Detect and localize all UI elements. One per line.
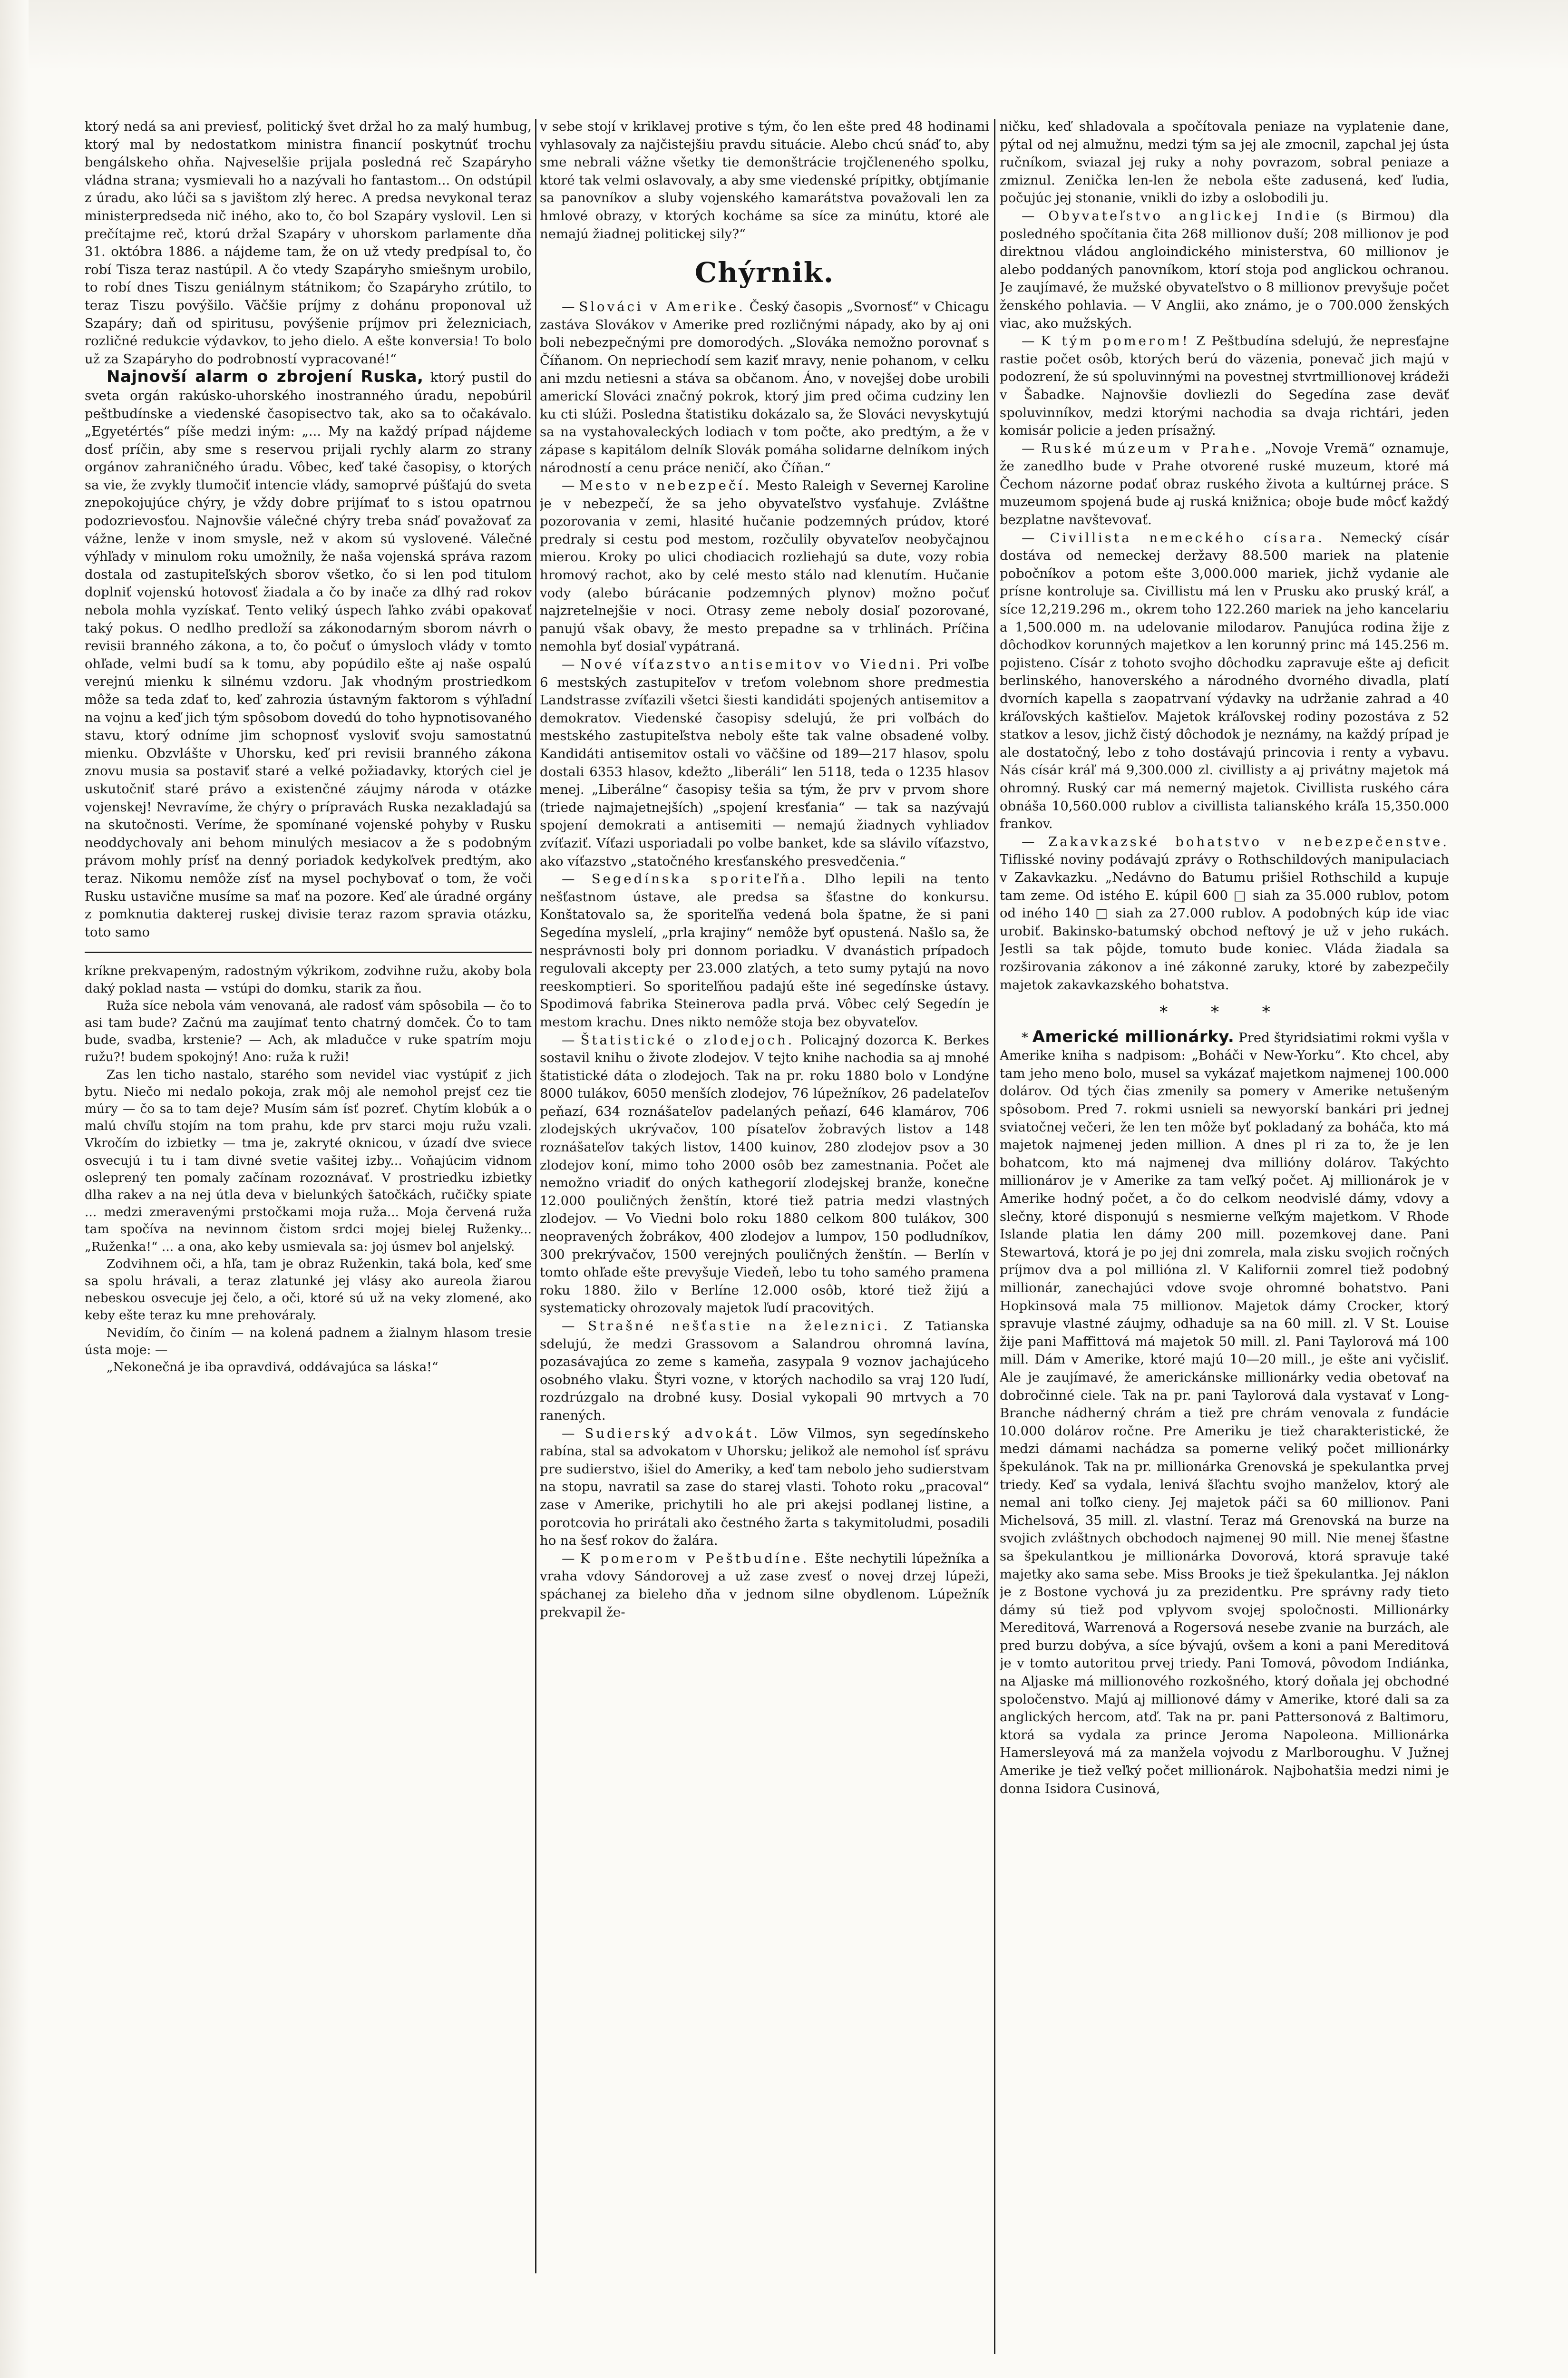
news-item-heading: Zakavkazské bohatstvo v nebezpečenstve. <box>1048 834 1449 849</box>
news-item: — Obyvateľstvo anglickej Indie (s Birmou) dla posledného spočítania čita 268 millionov duší; 208 millionov je pod direktnou vládou angloindického ministerstva, 60 millionov je alebo poddaných panovníkom, ktorí stoja pod anglickou ochranou. Je zaujímavé, že mužské obyvateľstvo o 8 millionov prevyšuje počet ženského pohlavia. — V Anglii, ako známo, je o 700.000 ženských viac, ako mužských. <box>1000 208 1449 331</box>
news-item: — Nové víťazstvo antisemitov vo Viedni. Pri voľbe 6 mestských zastupiteľov v treťom volebnom shore predmestia Landstrasse zvíťazili všetci šiesti kandidáti spojených antisemitov a demokratov. Viedenské časopisy sdelujú, že pri voľbách do mestského zastupiteľstva neboly ešte tak valne obsadené volby. Kandidáti antisemitov ostali vo väčšine od 189—217 hlasov, spolu dostali 6353 hlasov, kdežto „liberáli“ len 5118, teda o 1235 hlasov menej. „Liberálne“ časopisy tešia sa tým, že prv v prvom shore (triede najmajetnejších) „spojení kresťania“ — tak sa nazývajú spojení demokrati a antisemiti — nemajú žiadnych vyhliadov zvíťaziť. Víťazi usporiadali po volbe banket, kde sa slávilo víťazstvo, ako víťazstvo „statočného kresťanského presvedčenia.“ <box>540 657 989 869</box>
news-item-heading: Mesto v nebezpečí. <box>579 478 751 494</box>
column-middle <box>540 118 989 2299</box>
news-item-body: Policajný dozorca K. Berkes sostavil knihu o živote zlodejov. V tejto knihe nachodia sa aj mnohé štatistické dáta o zlodejoch. Tak na pr. roku 1880 bolo v Londýne 8000 tulákov, 6050 menších zlodejov, 76 lúpežníkov, 26 padelateľov peňazí, 634 roznášateľov padelaných peňazí, 646 klamárov, 706 zlodejských ukrývačov, 100 písateľov žobravých listov a 148 roznášateľov takých listov, 1400 kuinov, 280 zlodejov psov a 30 zlodejov koní, mimo toho 2000 osôb bez zamestnania. Počet ale nemožno vriadiť do oných kathegorií zlodejskej branže, konečne 12.000 pouličných ženštín, ktoré tiež patria medzi vlastných zlodejov. — Vo Viedni bolo roku 1880 celkom 800 tulákov, 300 neopravených žobrákov, 400 zlodejov a lumpov, 150 podludníkov, 300 prekrývačov, 1500 verejných pouličných ženštín. — Berlín v tomto ohľade ešte prevyšuje Viedeň, lebo tu toho samého pramena roku 1880. žilo v Berlíne 12.000 osôb, ktoré tiež žijú a systematicky ohrozovaly majetok ľudí pracovitých. <box>540 1032 989 1316</box>
feuilleton-paragraph: Zodvihnem oči, a hľa, tam je obraz Ruženkin, taká bola, keď sme sa spolu hrávali, a teraz zlatunké jej vlásy ako aureola žiarou nebeskou osvecuje jej čelo, a oči, ktoré sú už na veky zlomené, ako keby ešte teraz ku mne prehováraly. <box>85 1256 532 1323</box>
news-item-body: Z Tatianska sdelujú, že medzi Grassovom a Salandrou ohromná lavína, pozasávajúca zo zeme s kameňa, zasypala 9 voznov jachajúceho osobného vlaku. Štyri vozne, v ktorých nachodilo sa vraj 120 ľudí, rozdrúzgalo na drobné kusy. Dosial vykopali 90 mrtvych a 70 ranených. <box>540 1318 989 1423</box>
news-item-body: Löw Vilmos, syn segedínskeho rabína, stal sa advokatom v Uhorsku; jelikož ale nemohol ísť správu pre sudierstvo, išiel do Ameriky, a keď tam nebolo jeho sudierstvam na stopu, navratil sa zase do starej vlasti. Tohoto roku „pracoval“ zase v Amerike, prichytili ho ale pri akejsi podlanej listine, a porotcovia ho prirátali ako čestného žarta s takymitoludmi, posadili ho na šesť rokov do žalára. <box>540 1425 989 1549</box>
news-item-body: Pri voľbe 6 mestských zastupiteľov v treťom volebnom shore predmestia Landstrasse zvíťazili všetci šiesti kandidáti spojených antisemitov a demokratov. Viedenské časopisy sdelujú, že pri voľbách do mestského zastupiteľstva neboly ešte tak valne obsadené volby. Kandidáti antisemitov ostali vo väčšine od 189—217 hlasov, spolu dostali 6353 hlasov, kdežto „liberáli“ len 5118, teda o 1235 hlasov menej. „Liberálne“ časopisy tešia sa tým, že prv v prvom shore (triede najmajetnejších) „spojení kresťania“ — tak sa nazývajú spojení demokrati a antisemiti — nemajú žiadnych vyhliadov zvíťaziť. Víťazi usporiadali po volbe banket, kde sa slávilo víťazstvo, ako víťazstvo „statočného kresťanského presvedčenia.“ <box>540 657 989 869</box>
news-item: — Segedínska sporiteľňa. Dlho lepili na tento nešťastnom ústave, ale predsa sa šťastne do konkursu. Konštatovalo sa, že sporiteľňa vedená bola špatne, že si pani Segedína myslelí, „prla krajiny“ nemôže byť opustená. Našlo sa, že nesprávnosti boly pri donnom poriadku. V dvanástich prípadoch regulovali akcepty per 23.000 zlatých, a teto sumy pytajú na novo reeskomptieri. So sporiteľňou padajú ešte iné segedínske ústavy. Spodimová fabrika Steinerova padla prvá. Vôbec celý Segedín je mestom krachu. Dnes nikto nemôže stoja bez obyvateľov. <box>540 871 989 1030</box>
news-item-heading: K tým pomerom! <box>1041 333 1190 349</box>
news-item-body: Dlho lepili na tento nešťastnom ústave, ale predsa sa šťastne do konkursu. Konštatovalo sa, že sporiteľňa vedená bola špatne, že si pani Segedína myslelí, „prla krajiny“ nemôže byť opustená. Našlo sa, že nesprávnosti boly pri donnom poriadku. V dvanástich prípadoch regulovali akcepty per 23.000 zlatých, a teto sumy pytajú na novo reeskomptieri. So sporiteľňou padajú ešte iné segedínske ústavy. Spodimová fabrika Steinerova padla prvá. Vôbec celý Segedín je mestom krachu. Dnes nikto nemôže stoja bez obyvateľov. <box>540 871 989 1030</box>
news-item-body: Pred štyridsiatimi rokmi vyšla v Amerike kniha s nadpisom: „Boháči v New-Yorku“. Kto chcel, aby tam jeho meno bolo, musel sa vykázať majetkom najmenej 100.000 dolárov. Od tých čias zmenily sa pomery v Amerike netušeným spôsobom. Pred 7. rokmi usnieli sa newyorskí bankári pri jednej sviatočnej večeri, že len ten môže byť pokladaný za boháča, kto má majetok najmenej jeden million. A dnes pl ri za to, že je len bohatcom, kto má najmenej dva millióny dolárov. Takýchto millionárov je v Amerike za tam veľký počet. Aj millionárok je v Amerike hodný počet, a čo do celkom neodvislé dámy, vdovy a slečny, ktoré disponujú s nesmierne veľkým majetkom. V Rhode Islande platia len dámy 200 mill. pozemkovej dane. Pani Stewartová, ktorá je po jej dni zomrela, mala zisku svojich ročných príjmov dva a pol millióna zl. V Kalifornii zomrel tiež podobný millionár, zanechajúci vdove svoje ohromné bohatstvo. Pani Hopkinsová mala 75 millionov. Majetok dámy Crocker, ktorý spravuje vlastné záujmy, odhaduje sa na 60 mill. zl. V St. Louise žije pani Maffittová má majetok 50 mill. zl. Pani Taylorová má 100 mill. Dám v Amerike, ktoré majú 10—20 mill., je ešte ani vyčisliť. Ale je zaujímavé, že americkánske millionárky vedia obetovať na dobročinné ciele. Tak na pr. pani Taylorová dala vystavať v Long-Branche nádherný chrám a tiež pre chrám venovala z fundácie 10.000 dolárov ročne. Pre Ameriku je tiež charakteristické, že medzi dámami nachádza sa pomerne veliký počet millionárky špekulánok. Tak na pr. millionárka Grenovská je spekulantka prvej triedy. Keď sa vydala, lenivá šľachtu svojho manželov, ktorý ale nemal ani toľko cieny. Jej majetok páči sa 60 millionov. Pani Michelsová, 35 mill. zl. vlastní. Teraz má Grenovská na burze na svojich zvláštnych obchodoch najmenej 90 mill. Nie menej šťastne sa špekulantkou je millionárka Dovorová, ktorá spravuje také majetky ako sama sebe. Miss Brooks je tiež špekulantka. Jej náklon je z Bostone vychová ju za prezidentku. Pre správny rady tieto dámy sú tiež pod vplyvom svojej spoločnosti. Millionárky Mereditová, Warrenová a Rogersová nesebe zvanie na burzách, ale pred burzu dobýva, a síce bývajú, ovšem a koni a pani Mereditová je v tomto autoritou prvej triedy. Pani Tomová, pôvodom Indiánka, na Aljaske má millionového rozkošného, ktorý doňala jej obchodné spoločenstvo. Majú aj millionové dámy v Amerike, ktoré dali sa za anglických hercom, atď. Tak na pr. pani Pattersonová z Baltimoru, ktorá sa vydala za prince Jeroma Napoleona. Millionárka Hamersleyová má za manžela vojvodu z Marlboroughu. V Južnej Amerike je tiež veľký počet millionárok. Najbohatšia medzi nimi je donna Isidora Cusinová, <box>1000 1030 1449 1796</box>
feuilleton-paragraph: kríkne prekvapeným, radostným výkrikom, zodvihne ružu, akoby bola daký poklad nasta — vstúpi do domku, starik za ňou. <box>85 964 532 996</box>
news-item-heading: Civillista nemeckého císara. <box>1050 530 1325 546</box>
page-top-edge <box>0 0 1568 71</box>
news-item-heading: Sudierský advokát. <box>584 1425 760 1441</box>
news-item-heading: Slováci v Amerike. <box>579 299 745 315</box>
column-left <box>85 118 532 2315</box>
news-item-heading: Nové víťazstvo antisemitov vo Viedni. <box>580 657 923 672</box>
article-russia-alarm-body: ktorý pustil do sveta orgán rakúsko-uhorského inostranného úradu, nepobúril peštbudínske a viedenské časopisectvo tak, ako sa to očakávalo. „Egyetértés“ píše medzi iným: „... My na každý prípad nájdeme dosť príčin, aby sme s reservou prijali rychly alarm zo strany orgánov zahraničného úradu. Vôbec, keď také časopisy, o ktorých sa vie, že zvykly tlumočiť intencie vlády, samoprvé púšťajú do sveta znepokojujúce chýry, je vždy dobre prijímať to s istou opatrnou podozrievosťou. Najnovšie válečné chýry treba snáď považovať za vážne, lenže v inom smysle, než v akom sú vyslovené. Válečné výhľady v minulom roku umožnily, že naša vojenská správa razom dostala od zastupiteľských sborov všetko, čo si len pod titulom doplniť vojenskú hotovosť žiadala a čo by inače za dlhý rad rokov nebola mohla vyzískať. Tento veliký úspech ľahko zvábi opakovať taký pokus. O nedlho predloží sa zákonodarným sborom návrh o revisii branného zákona, a to, čo počuť o úmysloch vlády v tomto ohľade, velmi budí sa k tomu, aby popúdilo ešte aj naše ospalú verejnú mienku k silnému vzdoru. Jak vhodným prostriedkom môže sa teda zdať to, keď zahrozia ústavným faktorom s výhľadní na vojnu a keď jich tým spôsobom dovedú do toho hypnotisovaného stavu, ktorý odníme jim schopnosť vysloviť svoju samostatnú mienku. Obzvlášte v Uhorsku, keď pri revisii branného zákona znovu musia sa postaviť staré a velké požiadavky, ktorých ciel je uskutočniť staré právo a existenčné záujmy národa v otázke vojenskej! Nevravíme, že chýry o prípravách Ruska nezakladajú sa na skutočnosti. Veríme, že spomínané vojenské pohyby v Rusku neoddychovaly ani behom minulých mesiacov a že s podobným právom mohly prísť na denný poriadok kedykoľvek predtým, ako teraz. Nikomu nemôže zísť na mysel pochybovať o tom, že voči Rusku ustavične musíme sa mať na pozore. Keď ale úradné orgány z pomknutia dakterej ruskej divisie teraz razom spravia otázku, toto samo <box>85 370 532 940</box>
section-stars-divider: * * * <box>1159 1003 1289 1022</box>
news-item: — Civillista nemeckého císara. Nemecký císár dostáva od nemeckej deržavy 88.500 mariek na platenie pobočníkov a potom ešte 3,000.000 mariek, jichž vydanie ale prísne kontroluje sa. Civillistu má len v Prusku ako pruský kráľ, a síce 12,219.296 m., okrem toho 122.260 mariek na jeho kancelariu a 1,500.000 m. na udelovanie milodarov. Panujúca rodina žije z dôchodkov korunných majetkov a len korunný princ má 145.256 m. pojisteno. Císár z tohoto svojho dôchodku zapravuje ešte aj deficit berlinského, hanoverského a národného dvorného divadla, platí dvorních kapella s zaopatrvaní výdavky na udržanie zahrad a 40 kráľovských kaštieľov. Majetok kráľovskej rodiny pozostáva z 52 statkov a lesov, jichž čistý dôchodok je neznámy, na každý prípad je ale dostatočný, lebo z toho dostávajú princovia i renty a vybavu. Nás císár kráľ má 9,300.000 zl. civillisty a aj privátny majetok má ohromný. Ruský car má nemerný majetok. Civillista ruského cára obnáša 10,560.000 rublov a civillista talianského kráľa 15,350.000 frankov. <box>1000 530 1449 832</box>
article-continuation: ktorý nedá sa ani previesť, politický švet držal ho za malý humbug, ktorý mal by nedostatkom ministra financií poskytnúť trochu bengálskeho ohňa. Najveselšie prijala posledná reč Szapáryho vládna strana; vysmievali ho a nazývali ho fantastom... On odstúpil z úradu, ako lúči sa s javištom zlý herec. A predsa nevykonal teraz ministerpredseda nič iného, ako to, čo bol Szapáry vyslovil. Len si prečítajme reč, ktorú držal Szapáry v uhorskom parlamente dňa 31. októbra 1886. a nájdeme tam, že on už vtedy predpísal to, čo robí Tisza teraz nastúpil. A čo vtedy Szapáryho smiešnym urobilo, to robí dnes Tiszu geniálnym státnikom; čo Szapáryho zrútilo, to teraz Tiszu povýšilo. Väčšie príjmy z dohánu proponoval už Szapáry; daň od spiritusu, povýšenie príjmov pri železniciach, rozličné redukcie výdavkov, to jeho dielo. A ešte konversia! To bolo už za Szapáryho do podrobností vypracované!“ <box>85 119 532 367</box>
page-left-edge <box>0 0 29 2378</box>
news-item-body: Z Peštbudína sdelujú, že nepresťajne rastie počet osôb, ktorých berú do väzenia, ponevač jich majú v podozrení, že sú spoluvinnými na povestnej stvrtmillionovej krádeži v Šabadke. Najnovšie dovliezli do Segedína zase deväť spoluvinníkov, medzi ktorými nachodia sa dvaja richtári, jeden komisár policie a jeden prísažný. <box>1000 333 1449 439</box>
news-continuation: ničku, keď shladovala a spočítovala peniaze na vyplatenie dane, pýtal od nej almužnu, medzi tým sa jej ale zmocnil, zapchal jej ústa ručníkom, sviazal jej ruky a nohy povrazom, sobral peniaze a zmiznul. Zenička len-len že nebola ešte zadusená, keď ľudia, počujúc jej stonanie, vnikli do izby a oslobodili ju. <box>1000 119 1449 206</box>
news-item-body: Český časopis „Svornosť“ v Chicagu zastáva Slovákov v Amerike pred rozličnými nápady, ako by aj oni boli nebezpečnými pre domorodých. „Slováka nemožno porovnať s Číňanom. On nepriechodí sem kaziť mravy, nenie pohanom, v celku ani mzdu netiesni a stáva sa občanom. Áno, v novejšej dobe urobili americkí Slováci značný pokrok, ktorý jim pred očima cudziny len ku cti slúži. Posledna štatistiku dokázalo sa, že Slováci nevyskytujú sa na vystahovaleckých lodiach v tom počte, ako predtým, a že v zápase s kapitálom delník Slovák pomáha solidarne delníkom iných národností a cenu práce neničí, ako Číňan.“ <box>540 299 989 476</box>
news-item: — K tým pomerom! Z Peštbudína sdelujú, že nepresťajne rastie počet osôb, ktorých berú do väzenia, ponevač jich majú v podozrení, že sú spoluvinnými na povestnej stvrtmillionovej krádeži v Šabadke. Najnovšie dovliezli do Segedína zase deväť spoluvinníkov, medzi ktorými nachodia sa dvaja richtári, jeden komisár policie a jeden prísažný. <box>1000 333 1449 439</box>
news-item-heading: Segedínska sporiteľňa. <box>591 871 808 887</box>
news-item: — Zakavkazské bohatstvo v nebezpečenstve. Tiflisské noviny podávajú zprávy o Rothschildových manipulaciach v Zakavkazku. „Nedávno do Batumu prišiel Rothschild a kupuje tam zeme. Od istého E. kúpil 600 □ siah za 35.000 rublov, potom od iného 140 □ siah za 27.000 rublov. A podobných kúp ide viac urobiť. Bakinsko-batumský obchod neftový je už v jeho rukách. Jestli sa tak pôjde, tomuto bude koniec. Vláda žiadala sa rozširovania zákonov a iné zákonné zaruky, ktoré by zabezpečily majetok zakavkazského bohatstva. <box>1000 834 1449 993</box>
news-item-heading: Strašné nešťastie na železnici. <box>588 1318 890 1334</box>
news-item-heading: Americké millionárky. <box>1032 1027 1235 1046</box>
news-item-heading: Štatistické o zlodejoch. <box>580 1032 795 1048</box>
news-item-heading: K pomerom v Peštbudíne. <box>580 1550 809 1566</box>
column-right <box>1000 118 1449 2378</box>
news-item-heading: Ruské múzeum v Prahe. <box>1041 440 1258 456</box>
news-item: — Štatistické o zlodejoch. Policajný dozorca K. Berkes sostavil knihu o živote zlodejov. V tejto knihe nachodia sa aj mnohé štatistické dáta o zlodejoch. Tak na pr. roku 1880 bolo v Londýne 8000 tulákov, 6050 menších zlodejov, 76 lúpežníkov, 26 padelateľov peňazí, 634 roznášateľov padelaných peňazí, 646 klamárov, 706 zlodejských ukrývačov, 100 písateľov žobravých listov a 148 roznášateľov takých listov, 1400 kuinov, 280 zlodejov psov a 30 zlodejov koní, mimo toho 2000 osôb bez zamestnania. Počet ale nemožno vriadiť do oných kathegorií zlodejskej branže, konečne 12.000 pouličných ženštín, ktoré tiež patria medzi vlastných zlodejov. — Vo Viedni bolo roku 1880 celkom 800 tulákov, 300 neopravených žobrákov, 400 zlodejov a lumpov, 150 podludníkov, 300 prekrývačov, 1500 verejných pouličných ženštín. — Berlín v tomto ohľade ešte prevyšuje Viedeň, lebo tu toho samého pramena roku 1880. žilo v Berlíne 12.000 osôb, ktoré tiež žijú a systematicky ohrozovaly majetok ľudí pracovitých. <box>540 1032 989 1316</box>
section-title-news: Chýrnik. <box>694 256 835 289</box>
column-rule <box>994 119 995 2354</box>
news-item: — K pomerom v Peštbudíne. Ešte nechytili lúpežníka a vraha vdovy Sándorovej a už zase zvesť o novej drzej lúpeži, spáchanej za bieleho dňa v jednom silne obydlenom. Lúpežník prekvapil že- <box>540 1550 989 1620</box>
feuilleton-paragraph: „Nekonečná je iba opravdivá, oddávajúca sa láska!“ <box>107 1359 438 1374</box>
news-item-body: „Novoje Vremä“ oznamuje, že zanedlho bude v Prahe otvorené ruské muzeum, ktoré má Čechom názorne podať obraz ruského života a kultúrnej práce. S muzeumom spojená bude aj ruská knižnica; oboje bude môcť každý bezplatne navštevovať. <box>1000 440 1449 528</box>
news-item: — Slováci v Amerike. Český časopis „Svornosť“ v Chicagu zastáva Slovákov v Amerike pred rozličnými nápady, ako by aj oni boli nebezpečnými pre domorodých. „Slováka nemožno porovnať s Číňanom. On nepriechodí sem kaziť mravy, nenie pohanom, v celku ani mzdu netiesni a stáva sa občanom. Áno, v novejšej dobe urobili americkí Slováci značný pokrok, ktorý jim pred očima cudziny len ku cti slúži. Posledna štatistiku dokázalo sa, že Slováci nevyskytujú sa na vystahovaleckých lodiach v tom počte, ako predtým, a že v zápase s kapitálom delník Slovák pomáha solidarne delníkom iných národností a cenu práce neničí, ako Číňan.“ <box>540 299 989 476</box>
feuilleton-paragraph: Ruža síce nebola vám venovaná, ale radosť vám spôsobila — čo to asi tam bude? Začnú ma zaujímať tento chatrný domček. Čo to tam bude, svadba, krstenie? — Ach, ak mladučce v ruke spatrím moju ružu?! budem spokojný! Ano: ruža k ruži! <box>85 998 532 1065</box>
news-item: — Strašné nešťastie na železnici. Z Tatianska sdelujú, že medzi Grassovom a Salandrou ohromná lavína, pozasávajúca zo zeme s kameňa, zasypala 9 voznov jachajúceho osobného vlaku. Štyri vozne, v ktorých nachodilo sa vraj 120 ľudí, rozdrúzgalo na drobné kusy. Dosial vykopali 90 mrtvych a 70 ranených. <box>540 1318 989 1423</box>
news-item-body: (s Birmou) dla posledného spočítania čita 268 millionov duší; 208 millionov je pod direktnou vládou angloindického ministerstva, 60 millionov je alebo poddaných panovníkom, ktorí stoja pod anglickou ochranou. Je zaujímavé, že mužské obyvateľstvo o 8 millionov prevyšuje počet ženského pohlavia. — V Anglii, ako známo, je o 700.000 ženských viac, ako mužských. <box>1000 208 1449 331</box>
article-continuation: v sebe stojí v kriklavej protive s tým, čo len ešte pred 48 hodinami vyhlasovaly za najčistejšiu pravdu situácie. Alebo chcú snáď to, aby sme nebrali vážne všetky tie demonštrácie trojčleneného spolku, ktoré tak velmi oslavovaly, a aby sme viedenské prípitky, obtjímanie sa panovníkov a sluby vojenského kamarátstva považovali len za hmlové obrazy, v ktorých kocháme sa síce za minútu, ktoré ale nemajú žiadnej politickej sily?“ <box>540 119 989 242</box>
news-item: — Ruské múzeum v Prahe. „Novoje Vremä“ oznamuje, že zanedlho bude v Prahe otvorené ruské muzeum, ktoré má Čechom názorne podať obraz ruského života a kultúrnej práce. S muzeumom spojená bude aj ruská knižnica; oboje bude môcť každý bezplatne navštevovať. <box>1000 440 1449 528</box>
article-heading-russia-alarm: Najnovší alarm o zbrojení Ruska, <box>107 367 424 387</box>
section-divider <box>85 952 532 953</box>
news-item-body: Nemecký císár dostáva od nemeckej deržavy 88.500 mariek na platenie pobočníkov a potom ešte 3,000.000 mariek, jichž vydanie ale prísne kontroluje sa. Civillistu má len v Prusku ako pruský kráľ, a síce 12,219.296 m., okrem toho 122.260 mariek na jeho kancelariu a 1,500.000 m. na udelovanie milodarov. Panujúca rodina žije z dôchodkov korunných majetkov a len korunný princ má 145.256 m. pojisteno. Císár z tohoto svojho dôchodku zapravuje ešte aj deficit berlinského, hanoverského a národného dvorného divadla, platí dvorních kapella s zaopatrvaní výdavky na udržanie zahrad a 40 kráľovských kaštieľov. Majetok kráľovskej rodiny pozostáva z 52 statkov a lesov, jichž čistý dôchodok je neznámy, na každý prípad je ale dostatočný, lebo z toho dostávajú princovia i renty a vybavu. Nás císár kráľ má 9,300.000 zl. civillisty a aj privátny majetok má ohromný. Ruský car má nemerný majetok. Civillista ruského cára obnáša 10,560.000 rublov a civillista talianského kráľa 15,350.000 frankov. <box>1000 530 1449 832</box>
feuilleton <box>85 963 532 1376</box>
feuilleton-paragraph: Nevidím, čo činím — na kolená padnem a žialnym hlasom tresie ústa moje: — <box>85 1325 532 1357</box>
column-rule <box>535 119 536 2273</box>
news-item: — Mesto v nebezpečí. Mesto Raleigh v Severnej Karoline je v nebezpečí, že sa jeho obyvateľstvo vysťahuje. Zvláštne pozorovania v zemi, hlasité hučanie podzemných prúdov, ktoré predraly si cestu pod mestom, rozčulily obyvateľov neobyčajnou mierou. Kroky po ulici chodiacich rozliehajú sa dute, vozy robia hromový rachot, ako by celé mesto stálo nad klenutím. Hučanie vody (alebo búrácanie podzemných plynov) možno počuť najzretelnejšie v noci. Otrasy zeme neboly dosiaľ pozorované, panujú však obavy, že mesto prepadne sa v trhlinách. Príčina nemohla byť dosiaľ vypátraná. <box>540 478 989 654</box>
news-item-body: Ešte nechytili lúpežníka a vraha vdovy Sándorovej a už zase zvesť o novej drzej lúpeži, spáchanej za bieleho dňa v jednom silne obydlenom. Lúpežník prekvapil že- <box>540 1550 989 1620</box>
feuilleton-paragraph: Zas len ticho nastalo, starého som nevidel viac vystúpiť z jich bytu. Niečo mi nedalo pokoja, zrak môj ale nemohol prejsť cez tie múry — čo sa to tam deje? Musím sám ísť pozreť. Chytím klobúk a o malú chvíľu stojím na tom prahu, kde prv starci moju ružu vzali. Vkročím do izbietky — tma je, zakryté oknicou, v úzadí dve sviece osvecujú i tu i tam divné svetie vašitej izby... Voňajúcim vidnom osleprený ten pomaly začínam rozoznávať. V prostriedku izbietky dlha rakev a na nej útla deva v bielunkých šatočkách, ručičky spiate ... medzi zmeravenými prstočkami moja ruža... Moja červená ruža tam spočíva na nevinnom čistom srdci mojej bielej Ruženky... „Ruženka!“ ... a ona, ako keby usmievala sa: joj úsmev bol anjelský. <box>85 1067 532 1254</box>
news-item: — Sudierský advokát. Löw Vilmos, syn segedínskeho rabína, stal sa advokatom v Uhorsku; jelikož ale nemohol ísť správu pre sudierstvo, išiel do Ameriky, a keď tam nebolo jeho sudierstvam na stopu, navratil sa zase do starej vlasti. Tohoto roku „pracoval“ zase v Amerike, prichytili ho ale pri akejsi podlanej listine, a porotcovia ho prirátali ako čestného žarta s takymitoludmi, posadili ho na šesť rokov do žalára. <box>540 1425 989 1549</box>
news-item-heading: Obyvateľstvo anglickej Indie <box>1048 208 1323 224</box>
news-item-body: Tiflisské noviny podávajú zprávy o Rothschildových manipulaciach v Zakavkazku. „Nedávno do Batumu prišiel Rothschild a kupuje tam zeme. Od istého E. kúpil 600 □ siah za 35.000 rublov, potom od iného 140 □ siah za 27.000 rublov. A podobných kúp ide viac urobiť. Bakinsko-batumský obchod neftový je už v jeho rukách. Jestli sa tak pôjde, tomuto bude koniec. Vláda žiadala sa rozširovania zákonov a iné zákonné zaruky, ktoré by zabezpečily majetok zakavkazského bohatstva. <box>1000 852 1449 993</box>
news-item-body: Mesto Raleigh v Severnej Karoline je v nebezpečí, že sa jeho obyvateľstvo vysťahuje. Zvláštne pozorovania v zemi, hlasité hučanie podzemných prúdov, ktoré predraly si cestu pod mestom, rozčulily obyvateľov neobyčajnou mierou. Kroky po ulici chodiacich rozliehajú sa dute, vozy robia hromový rachot, ako by celé mesto stálo nad klenutím. Hučanie vody (alebo búrácanie podzemných plynov) možno počuť najzretelnejšie v noci. Otrasy zeme neboly dosiaľ pozorované, panujú však obavy, že mesto prepadne sa v trhlinách. Príčina nemohla byť dosiaľ vypátraná. <box>540 478 989 654</box>
news-item: * Americké millionárky. Pred štyridsiatimi rokmi vyšla v Amerike kniha s nadpisom: „Boháči v New-Yorku“. Kto chcel, aby tam jeho meno bolo, musel sa vykázať majetkom najmenej 100.000 dolárov. Od tých čias zmenily sa pomery v Amerike netušeným spôsobom. Pred 7. rokmi usnieli sa newyorskí bankári pri jednej sviatočnej večeri, že len ten môže byť pokladaný za boháča, kto má majetok najmenej jeden million. A dnes pl ri za to, že je len bohatcom, kto má najmenej dva millióny dolárov. Takýchto millionárov je v Amerike za tam veľký počet. Aj millionárok je v Amerike hodný počet, a čo do celkom neodvislé dámy, vdovy a slečny, ktoré disponujú s nesmierne veľkým majetkom. V Rhode Islande platia len dámy 200 mill. pozemkovej dane. Pani Stewartová, ktorá je po jej dni zomrela, mala zisku svojich ročných príjmov dva a pol millióna zl. V Kalifornii zomrel tiež podobný millionár, zanechajúci vdove svoje ohromné bohatstvo. Pani Hopkinsová mala 75 millionov. Majetok dámy Crocker, ktorý spravuje vlastné záujmy, odhaduje sa na 60 mill. zl. V St. Louise žije pani Maffittová má majetok 50 mill. zl. Pani Taylorová má 100 mill. Dám v Amerike, ktoré majú 10—20 mill., je ešte ani vyčisliť. Ale je zaujímavé, že americkánske millionárky vedia obetovať na dobročinné ciele. Tak na pr. pani Taylorová dala vystavať v Long-Branche nádherný chrám a tiež pre chrám venovala z fundácie 10.000 dolárov ročne. Pre Ameriku je tiež charakteristické, že medzi dámami nachádza sa pomerne veliký počet millionárky špekulánok. Tak na pr. millionárka Grenovská je spekulantka prvej triedy. Keď sa vydala, lenivá šľachtu svojho manželov, ktorý ale nemal ani toľko cieny. Jej majetok páči sa 60 millionov. Pani Michelsová, 35 mill. zl. vlastní. Teraz má Grenovská na burze na svojich zvláštnych obchodoch najmenej 90 mill. Nie menej šťastne sa špekulantkou je millionárka Dovorová, ktorá spravuje také majetky ako sama sebe. Miss Brooks je tiež špekulantka. Jej náklon je z Bostone vychová ju za prezidentku. Pre správny rady tieto dámy sú tiež pod vplyvom svojej spoločnosti. Millionárky Mereditová, Warrenová a Rogersová nesebe zvanie na burzách, ale pred burzu dobýva, a síce bývajú, ovšem a koni a pani Mereditová je v tomto autoritou prvej triedy. Pani Tomová, pôvodom Indiánka, na Aljaske má millionového rozkošného, ktorý doňala jej obchodné spoločenstvo. Majú aj millionové dámy v Amerike, ktoré dali sa za anglických hercom, atď. Tak na pr. pani Pattersonová z Baltimoru, ktorá sa vydala za prince Jeroma Napoleona. Millionárka Hamersleyová má za manžela vojvodu z Marlboroughu. V Južnej Amerike je tiež veľký počet millionárok. Najbohatšia medzi nimi je donna Isidora Cusinová, <box>1000 1027 1449 1796</box>
